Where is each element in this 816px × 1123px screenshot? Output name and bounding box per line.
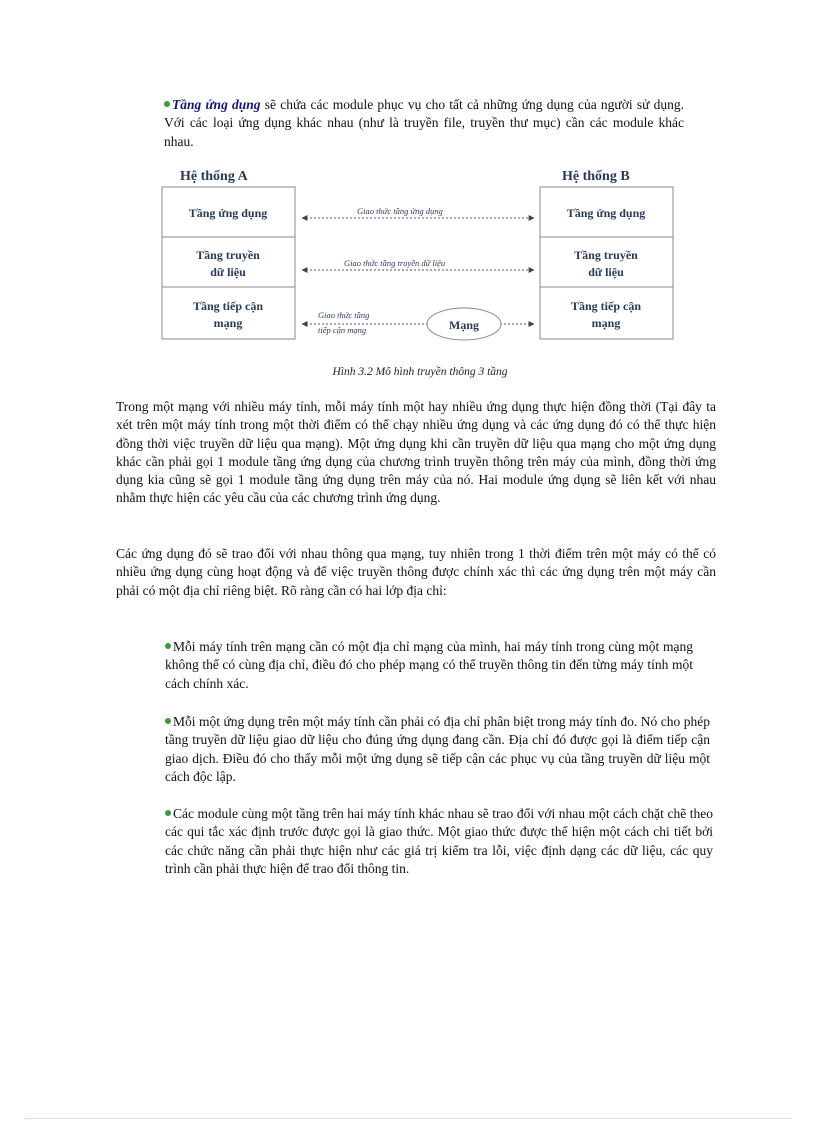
a-layer-app-label: Tầng ứng dụng (188, 206, 268, 220)
network-protocol-label-1: Giao thức tầng (318, 310, 370, 320)
system-b-title: Hệ thống B (562, 169, 630, 184)
intro-text: sẽ chứa các module phục vụ cho tất cả những ứng dụng của người sử dụng. Với các loại ứng dụng khác nhau (như là truyền file, truyền thư mục) cần các module khác nhau. (164, 97, 685, 149)
a-layer-transport-label-1: Tầng truyền (196, 248, 260, 262)
a-layer-network-label-1: Tầng tiếp cận (192, 299, 264, 313)
system-a-title: Hệ thống A (180, 169, 248, 184)
system-a-network-layer (162, 287, 295, 339)
b-layer-transport-label-2: dữ liệu (588, 265, 624, 279)
paragraph-2: Các ứng dụng đó sẽ trao đổi với nhau thông qua mạng, tuy nhiên trong 1 thời điểm trên một máy có thể có nhiều ứng dụng cùng hoạt động và để việc truyền thông được chính xác thì các ứng dụng trên một máy cần phải có một địa chỉ riêng biệt. Rõ ràng cần có hai lớp địa chỉ: (116, 546, 716, 598)
page-bottom-rule (25, 1118, 791, 1119)
network-protocol-label-2: tiếp cận mạng (318, 325, 367, 335)
paragraph-1: Trong một mạng với nhiều máy tính, mỗi máy tính một hay nhiều ứng dụng thực hiện đồng thời (Tại đây ta xét trên một máy tính trong một thời điểm có thể chạy nhiều ứng dụng và các ứng dụng đó có thể thực hiện đồng thời việc truyền dữ liệu qua mạng). Một ứng dụng khi cần truyền dữ liệu qua mạng cho một ứng dụng khác cần phải gọi 1 module tầng ứng dụng của chương trình truyền thông trên máy của mình, đồng thời ứng dụng kia cũng sẽ gọi 1 module tầng ứng dụng trên máy của nó. Hai module ứng dụng sẽ liên kết với nhau nhằm thực hiện các yêu cầu của các chương trình ứng dụng. (116, 399, 716, 506)
bullet-text: Mỗi máy tính trên mạng cần có một địa chỉ mạng của mình, hai máy tính trong cùng một mạng không thể có cùng địa chỉ, điều đó cho phép mạng có thể truyền thông tin đến từng máy tính một cách chính xác. (165, 639, 693, 691)
b-layer-network-label-1: Tầng tiếp cận (570, 299, 642, 313)
bullet-icon (164, 101, 170, 107)
system-b-transport-layer (540, 237, 673, 287)
transport-protocol-label: Giao thức tầng truyền dữ liệu (344, 258, 446, 268)
bullet-text: Mỗi một ứng dụng trên một máy tính cần phải có địa chỉ phân biệt trong máy tính đo. Nó cho phép tầng truyền dữ liệu giao dữ liệu cho đúng ứng dụng đang cần. Địa chỉ đó được gọi là điểm tiếp cận giao dịch. Điều đó cho thấy mỗi một ứng dụng sẽ tiếp cận các phục vụ của tầng truyền dữ liệu một cách độc lập. (165, 714, 710, 784)
bullet-item (165, 713, 710, 786)
bullet-text: Các module cùng một tầng trên hai máy tính khác nhau sẽ trao đổi với nhau một cách chặt chẽ theo các qui tắc xác định trước được gọi là giao thức. Một giao thức được thể hiện một cách chi tiết bởi các chức năng cần phải thực hiện như các giá trị kiểm tra lỗi, việc định dạng các dữ liệu, các quy trình cần phải thực hiện để trao đổi thông tin. (165, 806, 713, 876)
bullet-item (165, 638, 693, 693)
b-layer-app-label: Tầng ứng dụng (566, 206, 646, 220)
intro-paragraph (164, 96, 684, 151)
b-layer-transport-label-1: Tầng truyền (574, 248, 638, 262)
figure-caption: Hình 3.2 Mô hình truyền thông 3 tầng (332, 366, 508, 378)
app-protocol-label: Giao thức tầng ứng dụng (357, 206, 443, 216)
bullet-icon (165, 718, 171, 724)
intro-term: Tầng ứng dụng (172, 97, 261, 112)
system-b-network-layer (540, 287, 673, 339)
a-layer-network-label-2: mạng (213, 316, 243, 330)
bullet-icon (165, 810, 171, 816)
network-label: Mạng (449, 318, 479, 332)
bullet-item (165, 805, 713, 878)
system-a-transport-layer (162, 237, 295, 287)
communication-diagram (160, 162, 690, 348)
a-layer-transport-label-2: dữ liệu (210, 265, 246, 279)
b-layer-network-label-2: mạng (591, 316, 621, 330)
bullet-icon (165, 643, 171, 649)
